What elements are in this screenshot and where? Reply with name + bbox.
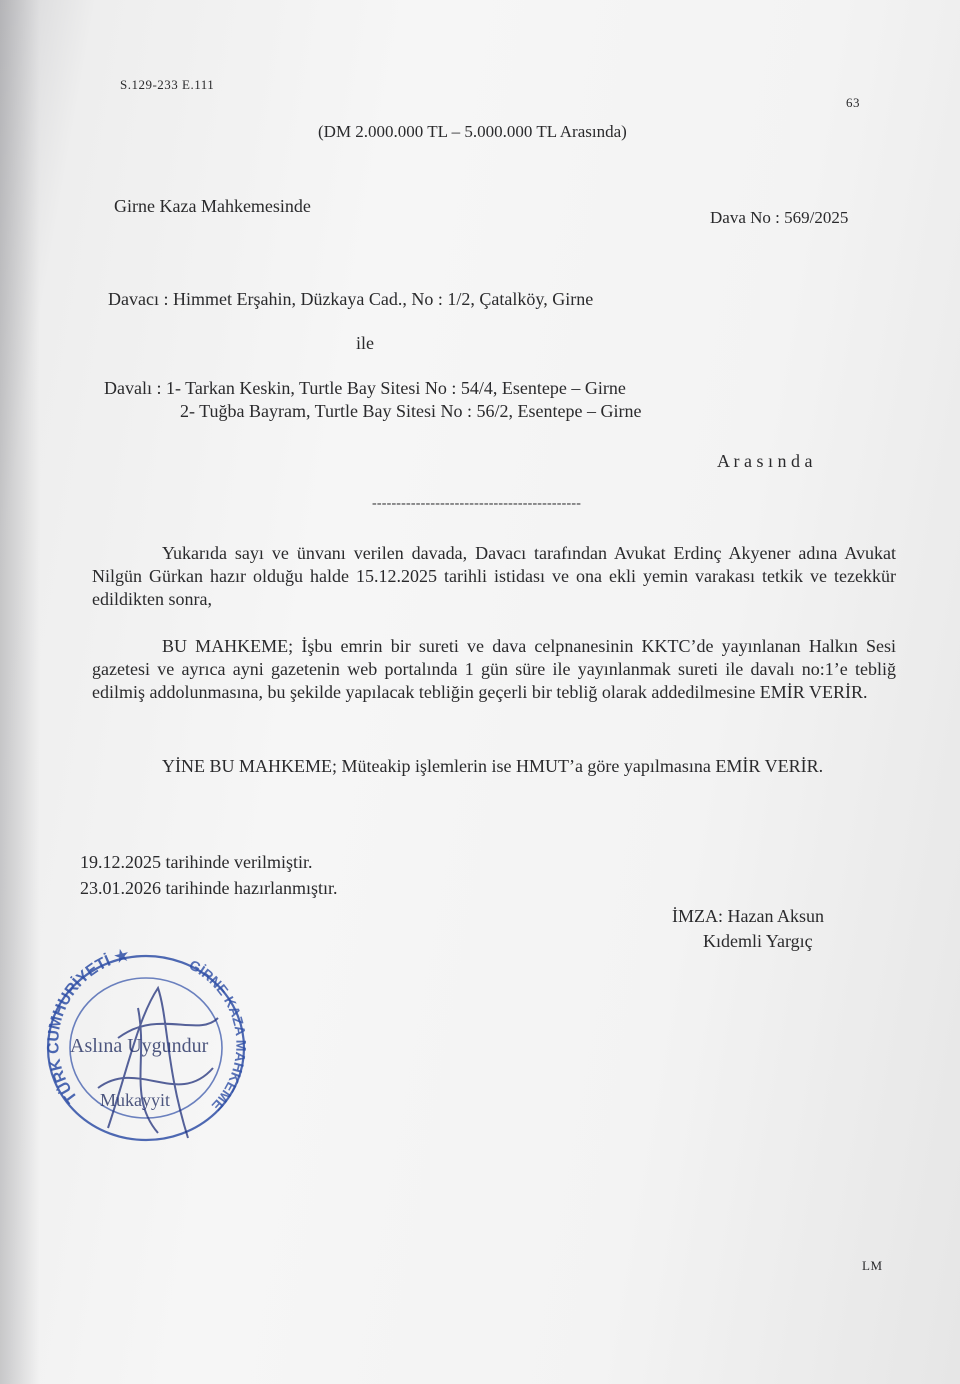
case-number: Dava No : 569/2025 [710,208,849,227]
divider-line: ------------------------------------------- [372,496,582,511]
defendant-1-line: Davalı : 1- Tarkan Keskin, Turtle Bay Sitesi No : 54/4, Esentepe – Girne [104,378,626,398]
signature-scribble [98,988,218,1138]
court-name: Girne Kaza Mahkemesinde [114,196,311,216]
paragraph-2 [92,635,896,704]
issued-date: 19.12.2025 tarihinde verilmiştir. [80,852,313,872]
stamp-seal-icon [38,948,258,1148]
stamp-line-2: Mukayyit [100,1090,170,1110]
stamp-ring-right: GİRNE KAZA MAHKEME [186,956,250,1115]
prepared-date: 23.01.2026 tarihinde hazırlanmıştır. [80,878,338,898]
stamp-line-1: Aslına Uygundur [70,1035,209,1057]
paragraph-3 [92,755,896,778]
plaintiff-line: Davacı : Himmet Erşahin, Düzkaya Cad., No : 1/2, Çatalköy, Girne [108,289,594,309]
defendant-2-line: 2- Tuğba Bayram, Turtle Bay Sitesi No : 56/2, Esentepe – Girne [180,401,642,421]
paragraph-2-text: BU MAHKEME; İşbu emrin bir sureti ve dava celpnanesinin KKTC’de yayınlanan Halkın Sesi gazetesi ve ayrıca ayni gazetenin web portalında 1 gün süre ile yayınlanmak sureti ile davalı no:1’e tebliğ edilmiş addolunmasına, bu şekilde yapılacak tebliğin geçerli bir tebliğ olarak addedilmesine EMİR VERİR. [92,636,896,702]
paragraph-1 [92,542,896,611]
page-number: 63 [846,95,860,110]
paragraph-1-text: Yukarıda sayı ve ünvanı verilen davada, Davacı tarafından Avukat Erdinç Akyener adına Avukat Nilgün Gürkan hazır olduğu halde 15.12.2025 tarihli istidası ve ona ekli yemin varakası tetkik ve tezekkür edildikten sonra, [92,543,896,609]
file-reference: S.129-233 E.111 [120,77,215,92]
svg-text:TÜRK CUMHURİYETİ ★ [45,948,131,1106]
between-label: A r a s ı n d a [717,451,813,471]
paragraph-3-text: YİNE BU MAHKEME; Müteakip işlemlerin ise HMUT’a göre yapılmasına EMİR VERİR. [162,756,824,776]
stamp-ring-left: TÜRK CUMHURİYETİ ★ [45,948,131,1106]
value-range-note: (DM 2.000.000 TL – 5.000.000 TL Arasında) [318,122,627,141]
court-stamp [38,948,258,1148]
page-shadow [0,0,40,1384]
signature-line: İMZA: Hazan Aksun [672,906,824,926]
judge-title: Kıdemli Yargıç [703,931,813,951]
connector-ile: ile [356,333,374,353]
footer-initials: LM [862,1258,883,1273]
